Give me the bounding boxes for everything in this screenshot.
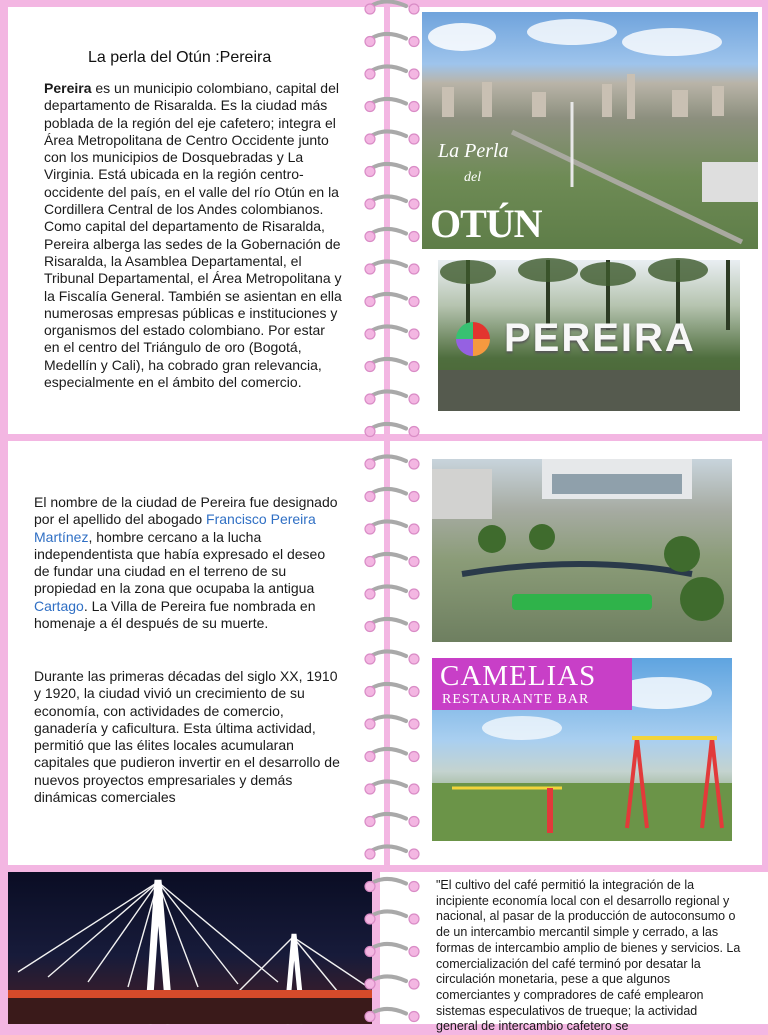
intro-paragraph-1: es un municipio colombiano, capital del departamento de Risaralda. Es la ciudad más poblada de la región del eje cafetero; integra el Área Metropolitana de Centro Occidente junto con los municipios de Dosquebradas y La Virginia. Está ubicada en la región centro-occidente del país, en el valle del río Otún en la Cordillera Central de los Andes colombianos.: [44, 80, 339, 218]
otun-line-2: del: [464, 170, 482, 185]
photo-panel-3: [8, 872, 372, 1024]
otun-city-photo: [422, 12, 758, 249]
history-text-a: El nombre de la ciudad de Pereira fue designado por el apellido del abogado: [34, 494, 338, 528]
otun-line-1: La Perla: [438, 140, 509, 162]
history-text-b: , hombre cercano a la lucha independentista que había expresado el deseo de fundar una ciudad en el terreno de su propiedad en la zona que ocupaba la antigua: [34, 528, 326, 597]
intro-panel: [8, 7, 384, 434]
history-text-c: . La Villa de Pereira fue nombrada en homenaje a él después de su muerte.: [34, 597, 316, 632]
intro-text: [44, 80, 344, 391]
history-paragraph-2: Durante las primeras décadas del siglo XX, 1910 y 1920, la ciudad vivió un crecimiento de su economía, con actividades de comercio, ganadería y caficultura. Esta última actividad, permitió que las élites locales acumularan capitales que pudieron invertir en el desarrollo de nuevos proyectos empresariales y demás dinámicas comerciales: [34, 668, 340, 806]
page-title: La perla del Otún :Pereira: [88, 49, 272, 66]
cable-bridge-icon: [8, 872, 372, 1024]
spiral-binding-icon: [358, 0, 428, 1024]
link-cartago[interactable]: Cartago: [34, 597, 84, 614]
intro-paragraph-2: Como capital del departamento de Risaralda, Pereira alberga las sedes de la Gobernación de Risaralda, la Asamblea Departamental, el Tribunal Departamental, el Área Metropolitana y la Fiscalía General. También se asientan en ella numerosas empresas públicas e instituciones y organismos del estado colombiano. Por estar en el centro del Triángulo de oro (Bogotá, Medellín y Cali), ha cobrado gran relevancia, especialmente en el ámbito del comercio.: [44, 218, 342, 391]
logo-icon: [456, 322, 490, 356]
history-paragraph-1: [34, 494, 344, 632]
history-panel: [8, 441, 384, 865]
coffee-paragraph: "El cultivo del café permitió la integración de la incipiente economía local con el desarrollo regional y nacional, al pasar de la producción de autoconsumo o de un intercambio mercantil simple y cerrado, a las formas de intercambio amplio de bienes y servicios. La comercialización del café terminó por desatar la circulación monetaria, pese a que algunos comerciantes y compradores de café emplearon sistemas especulativos de trueque; la actividad general de intercambio cafetero se: [436, 878, 741, 1034]
photo-panel-1: [390, 7, 762, 434]
camelias-subtitle: RESTAURANTE BAR: [442, 692, 590, 707]
pereira-sign-photo: [438, 260, 740, 411]
link-francisco-pereira[interactable]: Francisco Pereira Martínez: [34, 511, 316, 545]
photo-panel-2: [390, 441, 762, 865]
camelias-photo: [432, 658, 732, 841]
camelias-title: CAMELIAS: [440, 660, 597, 692]
coffee-panel: [380, 872, 768, 1034]
otun-line-3: OTÚN: [430, 201, 542, 246]
camelias-banner: [432, 658, 632, 710]
bridge-night-photo: [8, 872, 372, 1024]
intro-bold-word: Pereira: [44, 80, 92, 96]
pereira-sign-text: PEREIRA: [504, 316, 696, 360]
city-plaza-photo: [432, 459, 732, 642]
plaza-scene-icon: [432, 459, 732, 642]
